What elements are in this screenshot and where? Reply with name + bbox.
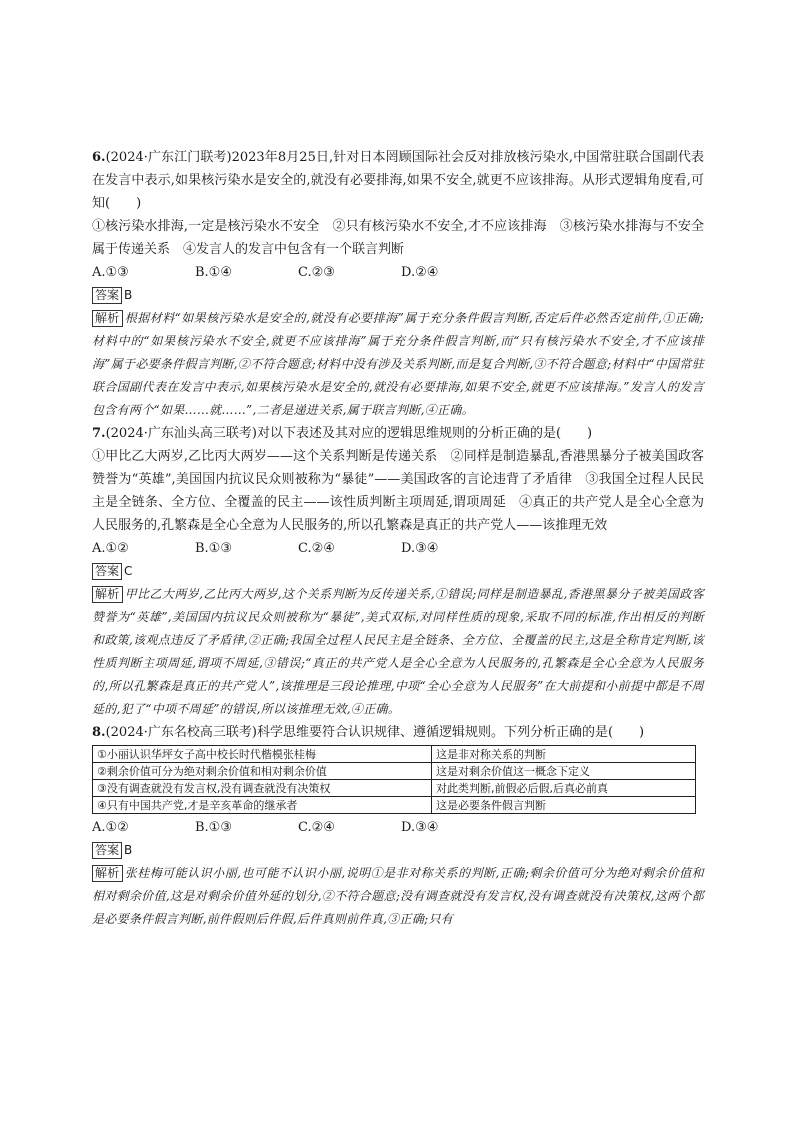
explanation-tag: 解析 xyxy=(92,865,123,882)
answer-value: B xyxy=(124,843,133,857)
question-6-explanation: 解析 根据材料“如果核污染水是安全的,就没有必要排海”属于充分条件假言判断,否定后件必然否定前件,①正确;材料中的“如果核污染水不安全,就更不应该排海”属于充分条件假言判断,而“只有核污染水不安全,才不应该排海”属于必要条件假言判断,②不符合题意;材料中没有涉及关系判断,而是复合判断,③不符合题意;材料中“中国常驻联合国副代表在发言中表示,如果核污染水是安全的,就没有必要排海,如果不安全,就更不应该排海。”发言人的发言包含有两个“如果……就……”,二者是递进关系,属于联言判断,④正确。 xyxy=(92,311,705,417)
option-d: D.③④ xyxy=(401,541,439,556)
question-6-answer xyxy=(92,284,704,307)
question-7-answer xyxy=(92,560,704,583)
table-cell: 这是必要条件假言判断 xyxy=(432,797,696,814)
option-a: A.①③ xyxy=(92,265,129,280)
answer-tag: 答案 xyxy=(92,842,122,859)
option-b: B.①③ xyxy=(195,541,232,556)
question-7-explanation: 解析 甲比乙大两岁,乙比丙大两岁,这个关系判断为反传递关系,①错误;同样是制造暴乱,香港黑暴分子被美国政客赞誉为“英雄”,美国国内抗议民众则被称为“暴徒”,美式双标,对同样性质的现象,采取不同的标准,作出相反的判断和政策,该观点违反了矛盾律,②正确;我国全过程人民民主是全链条、全方位、全覆盖的民主,这是全称肯定判断,该性质判断主项周延,谓项不周延,③错误;“真正的共产党人是全心全意为人民服务的,孔繁森是全心全意为人民服务的,所以孔繁森是真正的共产党人”,该推理是三段论推理,中项“全心全意为人民服务”在大前提和小前提中都是不周延的,犯了“中项不周延”的错误,所以该推理无效,④正确。 xyxy=(92,587,704,716)
explanation-tag: 解析 xyxy=(92,586,123,603)
table-row xyxy=(93,763,696,780)
answer-tag: 答案 xyxy=(92,287,122,304)
option-c: C.②④ xyxy=(298,541,335,556)
table-cell: ④只有中国共产党,才是辛亥革命的继承者 xyxy=(93,797,432,814)
document-page xyxy=(92,146,704,931)
table-cell: 这是对剩余价值这一概念下定义 xyxy=(432,763,696,780)
table-cell: 这是非对称关系的判断 xyxy=(432,746,696,763)
option-b: B.①④ xyxy=(195,265,232,280)
question-7-options xyxy=(92,537,704,560)
explanation-tag: 解析 xyxy=(92,310,123,327)
question-7-items: ①甲比乙大两岁,乙比丙大两岁——这个关系判断是传递关系 ②同样是制造暴乱,香港黑暴分子被美国政客赞誉为“英雄”,美国国内抗议民众则被称为“暴徒”——美国政客的言论违背了矛盾律 ③我国全过程人民民主是全链条、全方位、全覆盖的民主——该性质判断主项周延,谓项周延 ④真正的共产党人是全心全意为人民服务的,孔繁森是全心全意为人民服务的,所以孔繁森是真正的共产党人——该推理无效 xyxy=(92,449,704,533)
option-c: C.②④ xyxy=(298,820,335,835)
question-7-stem: 7.(2024·广东汕头高三联考)对以下表述及其对应的逻辑思维规则的分析正确的是( ) xyxy=(92,426,593,441)
option-d: D.③④ xyxy=(401,820,439,835)
question-8-table xyxy=(92,745,696,814)
option-d: D.②④ xyxy=(401,265,439,280)
question-6-items: ①核污染水排海,一定是核污染水不安全 ②只有核污染水不安全,才不应该排海 ③核污染水排海与不安全属于传递关系 ④发言人的发言中包含有一个联言判断 xyxy=(92,219,704,257)
table-cell: 对此类判断,前假必后假,后真必前真 xyxy=(432,780,696,797)
question-8-options xyxy=(92,816,704,839)
answer-value: C xyxy=(124,564,133,578)
table-row xyxy=(93,797,696,814)
table-row xyxy=(93,780,696,797)
answer-tag: 答案 xyxy=(92,563,122,580)
answer-value: B xyxy=(124,288,133,302)
option-a: A.①② xyxy=(92,820,129,835)
table-cell: ③没有调查就没有发言权,没有调查就没有决策权 xyxy=(93,780,432,797)
question-8-stem: 8.(2024·广东名校高三联考)科学思维要符合认识规律、遵循逻辑规则。下列分析正确的是( ) xyxy=(92,725,645,740)
question-6-stem: 6.(2024·广东江门联考)2023年8月25日,针对日本罔顾国际社会反对排放核污染水,中国常驻联合国副代表在发言中表示,如果核污染水是安全的,就没有必要排海,如果不安全,就更不应该排海。从形式逻辑角度看,可知( ) xyxy=(92,150,704,211)
option-b: B.①③ xyxy=(195,820,232,835)
option-c: C.②③ xyxy=(298,265,335,280)
question-8-explanation: 解析 张桂梅可能认识小丽,也可能不认识小丽,说明①是非对称关系的判断,正确;剩余价值可分为绝对剩余价值和相对剩余价值,这是对剩余价值外延的划分,②不符合题意;没有调查就没有发言权,没有调查就没有决策权,这两个都是必要条件假言判断,前件假则后件假,后件真则前件真,③正确;只有 xyxy=(92,866,704,926)
option-a: A.①② xyxy=(92,541,129,556)
table-row xyxy=(93,746,696,763)
question-8-answer xyxy=(92,839,704,862)
table-cell: ②剩余价值可分为绝对剩余价值和相对剩余价值 xyxy=(93,763,432,780)
question-6-options xyxy=(92,261,704,284)
table-cell: ①小丽认识华坪女子高中校长时代楷模张桂梅 xyxy=(93,746,432,763)
